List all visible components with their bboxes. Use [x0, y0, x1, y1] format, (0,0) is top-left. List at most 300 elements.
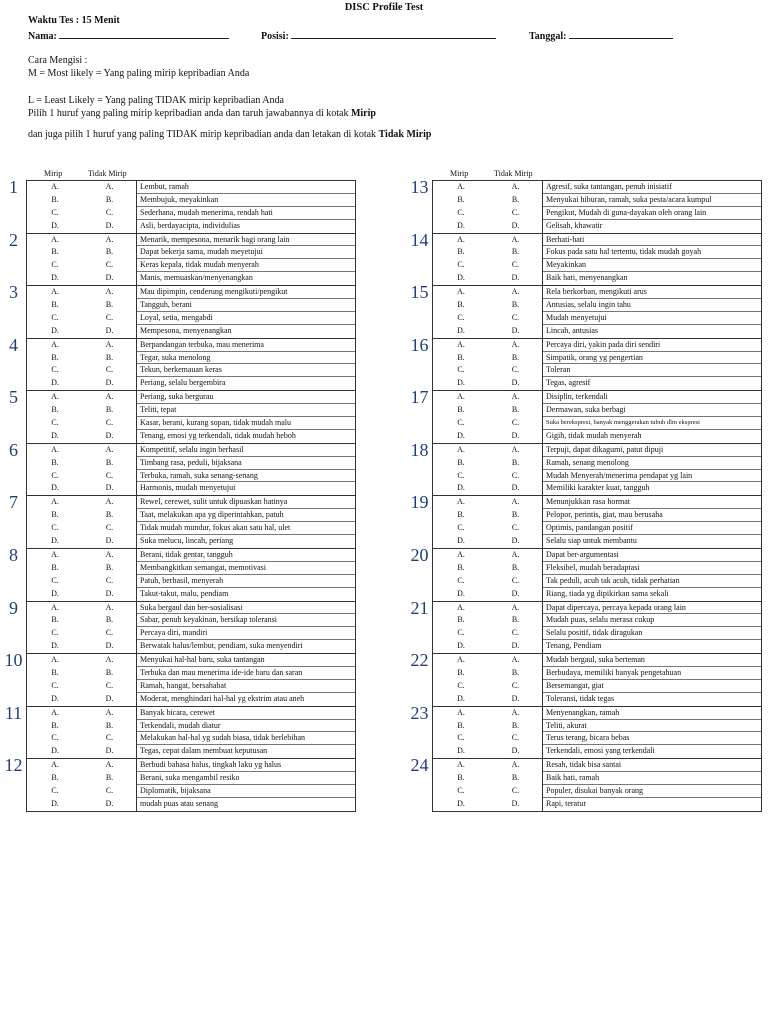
option-text: Terbuka dan mau menerima ide-ide baru dan saran [137, 667, 355, 680]
mirip-choice[interactable]: C. [457, 365, 465, 375]
mirip-choice[interactable]: A. [51, 707, 59, 717]
option-row [27, 772, 355, 785]
mirip-choice[interactable]: D. [457, 588, 465, 598]
tidak-mirip-choice[interactable]: D. [83, 482, 137, 495]
question-block [4, 702, 355, 759]
tidak-mirip-choice[interactable]: A. [489, 707, 543, 720]
test-duration: Waktu Tes : 15 Menit [28, 15, 120, 26]
option-row [433, 707, 761, 720]
option-row [433, 509, 761, 522]
instructions [28, 54, 431, 141]
mirip-choice[interactable]: B. [51, 405, 59, 415]
mirip-choice[interactable]: D. [457, 273, 465, 283]
option-text: Tenang, emosi yg terkendali, tidak mudah heboh [140, 430, 296, 440]
tidak-mirip-choice[interactable]: A. [83, 654, 137, 667]
mirip-choice[interactable]: D. [457, 378, 465, 388]
mirip-header: Mirip [450, 169, 469, 178]
question-table-right [410, 177, 762, 812]
tidak-mirip-choice[interactable]: D. [83, 325, 137, 338]
option-row [27, 654, 355, 667]
tidak-mirip-choice[interactable]: A. [83, 707, 137, 720]
option-text: Berani, suka mengambil resiko [137, 772, 355, 785]
position-field-group [261, 29, 496, 42]
tidak-mirip-choice[interactable]: A. [489, 549, 543, 562]
mirip-choice[interactable]: B. [457, 457, 465, 467]
option-row [433, 732, 761, 745]
option-text: Tegas, cepat dalam membuat keputusan [140, 746, 268, 756]
tidak-mirip-choice[interactable]: C. [83, 417, 137, 430]
mirip-choice[interactable]: C. [457, 785, 465, 795]
option-row [27, 509, 355, 522]
tidak-mirip-choice[interactable]: B. [83, 614, 137, 627]
mirip-choice[interactable]: B. [457, 300, 465, 310]
option-row [433, 312, 761, 325]
mirip-choice[interactable]: A. [457, 655, 465, 665]
option-text: Dapat dipercaya, percaya kepada orang lain [543, 602, 761, 615]
tidak-mirip-choice[interactable]: D. [83, 693, 137, 706]
tidak-mirip-choice[interactable]: B. [83, 772, 137, 785]
option-row [433, 680, 761, 693]
mirip-choice[interactable]: B. [51, 773, 59, 783]
mirip-choice[interactable]: D. [51, 273, 59, 283]
tidak-mirip-choice[interactable]: D. [489, 640, 543, 653]
mirip-choice[interactable]: D. [457, 325, 465, 335]
mirip-choice[interactable]: A. [51, 655, 59, 665]
mirip-choice[interactable]: A. [51, 182, 59, 191]
question-number: 5 [9, 387, 18, 408]
option-text: Terkendali, emosi yang terkendali [546, 746, 655, 756]
tidak-mirip-choice[interactable]: C. [489, 207, 543, 220]
mirip-choice[interactable]: C. [51, 628, 59, 638]
tidak-mirip-choice[interactable]: A. [489, 234, 543, 247]
option-row [433, 339, 761, 352]
mirip-choice[interactable]: C. [457, 523, 465, 533]
question-block [410, 544, 761, 601]
mirip-choice[interactable]: B. [457, 194, 465, 204]
tidak-mirip-choice[interactable]: B. [489, 194, 543, 207]
mirip-choice[interactable]: B. [51, 247, 59, 257]
option-row [27, 745, 355, 758]
question-number: 2 [9, 229, 18, 250]
option-row [27, 259, 355, 272]
mirip-choice[interactable]: A. [457, 287, 465, 297]
option-text: Tenang, Pendiam [546, 641, 602, 651]
mirip-choice[interactable]: D. [51, 325, 59, 335]
tidak-mirip-choice[interactable]: D. [489, 430, 543, 443]
mirip-choice[interactable]: C. [457, 470, 465, 480]
option-text: Moderat, menghindari hal-hal yg ekstrim atau aneh [140, 693, 305, 703]
tidak-mirip-choice[interactable]: C. [489, 470, 543, 483]
mirip-choice[interactable]: C. [457, 312, 465, 322]
mirip-choice[interactable]: C. [51, 523, 59, 533]
mirip-choice[interactable]: D. [457, 746, 465, 756]
mirip-choice[interactable]: B. [51, 352, 59, 362]
question-number: 17 [410, 387, 429, 408]
mirip-choice[interactable]: A. [457, 444, 465, 454]
tidak-mirip-choice[interactable]: C. [83, 575, 137, 588]
option-row [27, 549, 355, 562]
option-row [433, 272, 761, 285]
option-text: Mudah menyetujui [543, 312, 761, 325]
option-row [433, 654, 761, 667]
tidak-mirip-choice[interactable]: D. [489, 482, 543, 495]
instruction-tidak-mirip: dan juga pilih 1 huruf yang paling TIDAK mirip kepribadian anda dan letakan di kotak Tidak Mirip [28, 129, 432, 140]
mirip-choice[interactable]: A. [457, 707, 465, 717]
tidak-mirip-choice[interactable]: B. [83, 299, 137, 312]
option-text: Suka bergaul dan ber-sosialisasi [137, 602, 355, 615]
tidak-mirip-choice[interactable]: C. [83, 207, 137, 220]
tidak-mirip-choice[interactable]: D. [489, 693, 543, 706]
mirip-choice[interactable]: A. [457, 760, 465, 770]
tidak-mirip-choice[interactable]: A. [489, 391, 543, 404]
question-column-left [4, 166, 356, 812]
tidak-mirip-choice[interactable]: C. [489, 785, 543, 798]
tidak-mirip-choice[interactable]: C. [83, 627, 137, 640]
tidak-mirip-choice[interactable]: B. [83, 352, 137, 365]
option-row [27, 627, 355, 640]
mirip-choice[interactable]: D. [51, 746, 59, 756]
mirip-choice[interactable]: C. [51, 733, 59, 743]
mirip-choice[interactable]: D. [457, 693, 465, 703]
option-text: Selalu positif, tidak diragukan [543, 627, 761, 640]
mirip-choice[interactable]: D. [51, 588, 59, 598]
mirip-choice[interactable]: A. [51, 602, 59, 612]
tidak-mirip-choice[interactable]: D. [489, 377, 543, 390]
tidak-mirip-choice[interactable]: D. [83, 430, 137, 443]
tidak-mirip-choice[interactable]: D. [83, 220, 137, 233]
mirip-choice[interactable]: B. [51, 300, 59, 310]
tidak-mirip-choice[interactable]: D. [489, 798, 543, 811]
mirip-choice[interactable]: C. [457, 260, 465, 270]
tidak-mirip-choice[interactable]: C. [489, 627, 543, 640]
option-text: Berbudi bahasa halus, tingkah laku yg halus [137, 759, 355, 772]
tidak-mirip-choice[interactable]: B. [489, 404, 543, 417]
tidak-mirip-choice[interactable]: D. [489, 745, 543, 758]
option-text: Agresif, suka tantangan, penuh inisiatif [543, 181, 761, 194]
mirip-choice[interactable]: B. [457, 510, 465, 520]
option-text: Optimis, pandangan positif [543, 522, 761, 535]
tidak-mirip-choice[interactable]: A. [489, 444, 543, 457]
option-text: Membujuk, meyakinkan [137, 194, 355, 207]
mirip-choice[interactable]: C. [51, 470, 59, 480]
mirip-choice[interactable]: B. [51, 194, 59, 204]
question-number: 14 [410, 229, 429, 250]
option-row [27, 299, 355, 312]
option-text: Terpuji, dapat dikagumi, patut dipuji [543, 444, 761, 457]
question-block [9, 334, 355, 391]
option-text: Gelisah, khawatir [546, 220, 603, 230]
option-row [433, 759, 761, 772]
tidak-mirip-choice[interactable]: A. [489, 654, 543, 667]
question-block [9, 597, 355, 654]
option-row [27, 640, 355, 653]
tidak-mirip-choice[interactable]: C. [489, 417, 543, 430]
mirip-choice[interactable]: D. [51, 641, 59, 651]
option-row [433, 549, 761, 562]
mirip-choice[interactable]: C. [457, 628, 465, 638]
mirip-choice[interactable]: D. [51, 430, 59, 440]
tidak-mirip-choice[interactable]: C. [83, 364, 137, 377]
tidak-mirip-choice[interactable]: D. [489, 272, 543, 285]
mirip-choice[interactable]: B. [457, 247, 465, 257]
option-row [433, 562, 761, 575]
tidak-mirip-choice[interactable]: C. [489, 259, 543, 272]
option-row [433, 444, 761, 457]
tidak-mirip-choice[interactable]: B. [83, 404, 137, 417]
tidak-mirip-choice[interactable]: A. [83, 602, 137, 615]
mirip-choice[interactable]: B. [51, 615, 59, 625]
mirip-choice[interactable]: A. [51, 497, 59, 507]
mirip-choice[interactable]: A. [51, 444, 59, 454]
tidak-mirip-choice[interactable]: A. [83, 234, 137, 247]
mirip-choice[interactable]: B. [51, 667, 59, 677]
mirip-choice[interactable]: A. [457, 602, 465, 612]
option-row [27, 759, 355, 772]
question-number: 7 [9, 492, 18, 513]
option-text: Dermawan, suka berbagi [543, 404, 761, 417]
column-header [432, 166, 762, 180]
mirip-choice[interactable]: C. [457, 207, 465, 217]
tidak-mirip-choice[interactable]: A. [83, 549, 137, 562]
tidak-mirip-choice[interactable]: D. [489, 325, 543, 338]
mirip-choice[interactable]: C. [51, 312, 59, 322]
question-table-left [4, 177, 356, 812]
tidak-mirip-choice[interactable]: B. [83, 667, 137, 680]
question-number: 18 [410, 439, 429, 460]
mirip-choice[interactable]: B. [457, 562, 465, 572]
mirip-choice[interactable]: B. [51, 510, 59, 520]
tidak-mirip-choice[interactable]: B. [489, 562, 543, 575]
option-text: Mau dipimpin, cenderung mengikuti/pengikut [137, 286, 355, 299]
option-text: Menyukai hiburan, ramah, suka pesta/acara kumpul [543, 194, 761, 207]
mirip-choice[interactable]: C. [457, 575, 465, 585]
tidak-mirip-choice[interactable]: D. [83, 798, 137, 811]
mirip-choice[interactable]: C. [51, 365, 59, 375]
mirip-choice[interactable]: B. [457, 720, 465, 730]
mirip-choice[interactable]: B. [51, 562, 59, 572]
mirip-choice[interactable]: D. [51, 693, 59, 703]
mirip-choice[interactable]: A. [51, 287, 59, 297]
question-number: 15 [410, 282, 429, 303]
option-row [433, 535, 761, 548]
mirip-choice[interactable]: A. [51, 549, 59, 559]
mirip-choice[interactable]: C. [51, 207, 59, 217]
tidak-mirip-choice[interactable]: A. [489, 496, 543, 509]
mirip-choice[interactable]: C. [457, 418, 465, 428]
option-text: Teliti, tepat [137, 404, 355, 417]
option-text: Berwatak halus/lembut, pendiam, suka menyendiri [140, 641, 303, 651]
option-text: Berbudaya, memiliki banyak pengetahuan [543, 667, 761, 680]
tidak-mirip-choice[interactable]: D. [83, 377, 137, 390]
mirip-choice[interactable]: D. [51, 798, 59, 808]
tidak-mirip-choice[interactable]: D. [489, 535, 543, 548]
tidak-mirip-choice[interactable]: B. [83, 562, 137, 575]
tidak-mirip-choice[interactable]: A. [489, 286, 543, 299]
mirip-choice[interactable]: C. [51, 680, 59, 690]
tidak-mirip-choice[interactable]: C. [83, 312, 137, 325]
option-text: Periang, selalu bergembira [140, 378, 226, 388]
option-row [27, 614, 355, 627]
tidak-mirip-choice[interactable]: A. [83, 496, 137, 509]
tidak-mirip-choice[interactable]: A. [83, 181, 137, 194]
question-block [9, 492, 355, 548]
mirip-choice[interactable]: D. [457, 641, 465, 651]
mirip-choice[interactable]: A. [457, 182, 465, 191]
option-row [433, 602, 761, 615]
option-text: Kasar, berani, kurang sopan, tidak mudah malu [137, 417, 355, 430]
tidak-mirip-choice[interactable]: A. [83, 339, 137, 352]
tidak-mirip-choice[interactable]: D. [83, 535, 137, 548]
mirip-choice[interactable]: D. [457, 483, 465, 493]
tidak-mirip-choice[interactable]: A. [83, 286, 137, 299]
option-row [27, 785, 355, 798]
tidak-mirip-choice[interactable]: C. [83, 732, 137, 745]
option-text: Memiliki karakter kuat, tangguh [546, 483, 650, 493]
mirip-choice[interactable]: D. [457, 220, 465, 230]
option-row [433, 496, 761, 509]
option-text: Sabar, penuh keyakinan, bersikap toleransi [137, 614, 355, 627]
mirip-choice[interactable]: D. [51, 220, 59, 230]
tidak-mirip-choice[interactable]: B. [489, 667, 543, 680]
option-row [27, 798, 355, 811]
mirip-choice[interactable]: A. [51, 392, 59, 402]
tidak-mirip-choice[interactable]: D. [83, 640, 137, 653]
option-row [433, 575, 761, 588]
mirip-choice[interactable]: B. [457, 615, 465, 625]
question-block [410, 387, 761, 443]
tidak-mirip-choice[interactable]: D. [83, 588, 137, 601]
date-input-line[interactable] [569, 29, 673, 39]
option-row [27, 312, 355, 325]
tidak-mirip-choice[interactable]: B. [489, 299, 543, 312]
option-text: Resah, tidak bisa santai [543, 759, 761, 772]
option-text: Mudah puas, selalu merasa cukup [543, 614, 761, 627]
option-text: Rapi, teratur [546, 798, 586, 808]
tidak-mirip-choice[interactable]: B. [489, 352, 543, 365]
option-text: Membangkitkan semangat, memotivasi [137, 562, 355, 575]
mirip-choice[interactable]: B. [457, 773, 465, 783]
mirip-choice[interactable]: C. [51, 575, 59, 585]
tidak-mirip-choice[interactable]: B. [489, 457, 543, 470]
mirip-choice[interactable]: A. [457, 497, 465, 507]
least-likely-definition: L = Least Likely = Yang paling TIDAK mirip kepribadian Anda [28, 95, 284, 106]
mirip-choice[interactable]: A. [51, 234, 59, 244]
mirip-choice[interactable]: B. [457, 667, 465, 677]
option-row [433, 470, 761, 483]
tidak-mirip-choice[interactable]: A. [489, 602, 543, 615]
tidak-mirip-choice[interactable]: A. [83, 759, 137, 772]
mirip-choice[interactable]: D. [51, 378, 59, 388]
position-label: Posisi: [261, 31, 289, 42]
option-text: Fleksibel, mudah beradaptasi [543, 562, 761, 575]
option-row [27, 707, 355, 720]
option-row [433, 798, 761, 811]
option-text: Terbuka, ramah, suka senang-senang [137, 470, 355, 483]
option-text: Patuh, berhasil, menyerah [137, 575, 355, 588]
mirip-choice[interactable]: A. [457, 339, 465, 349]
tidak-mirip-choice[interactable]: B. [489, 772, 543, 785]
tidak-mirip-choice[interactable]: B. [83, 720, 137, 733]
tidak-mirip-choice[interactable]: A. [489, 181, 543, 194]
tidak-mirip-choice[interactable]: C. [83, 680, 137, 693]
option-row [433, 299, 761, 312]
tidak-mirip-choice[interactable]: D. [83, 272, 137, 285]
option-row [433, 207, 761, 220]
question-number: 20 [410, 544, 429, 565]
mirip-choice[interactable]: A. [457, 234, 465, 244]
question-number: 12 [4, 755, 23, 776]
mirip-choice[interactable]: C. [457, 680, 465, 690]
tidak-mirip-choice[interactable]: D. [489, 220, 543, 233]
option-row [27, 207, 355, 220]
mirip-choice[interactable]: C. [51, 260, 59, 270]
mirip-choice[interactable]: A. [457, 549, 465, 559]
tidak-mirip-choice[interactable]: B. [489, 246, 543, 259]
tidak-mirip-choice[interactable]: B. [83, 246, 137, 259]
tidak-mirip-choice[interactable]: A. [83, 444, 137, 457]
tidak-mirip-choice[interactable]: B. [83, 509, 137, 522]
tidak-mirip-choice[interactable]: C. [83, 785, 137, 798]
tidak-mirip-choice[interactable]: B. [489, 614, 543, 627]
tidak-mirip-choice[interactable]: C. [83, 522, 137, 535]
tidak-mirip-choice[interactable]: C. [489, 680, 543, 693]
mirip-choice[interactable]: D. [457, 536, 465, 546]
mirip-choice[interactable]: B. [457, 405, 465, 415]
tidak-mirip-choice[interactable]: A. [489, 759, 543, 772]
tidak-mirip-choice[interactable]: C. [83, 259, 137, 272]
tidak-mirip-choice[interactable]: B. [489, 509, 543, 522]
mirip-choice[interactable]: C. [457, 733, 465, 743]
tidak-mirip-choice[interactable]: B. [83, 194, 137, 207]
tidak-mirip-choice[interactable]: C. [489, 522, 543, 535]
tidak-mirip-choice[interactable]: B. [83, 457, 137, 470]
tidak-mirip-choice[interactable]: C. [489, 312, 543, 325]
question-block [9, 544, 355, 601]
tidak-mirip-choice[interactable]: A. [83, 391, 137, 404]
question-block [9, 439, 355, 496]
question-number: 1 [9, 177, 18, 197]
tidak-mirip-choice[interactable]: C. [489, 732, 543, 745]
mirip-choice[interactable]: B. [51, 457, 59, 467]
position-input-line[interactable] [291, 29, 496, 39]
tidak-mirip-choice[interactable]: D. [489, 588, 543, 601]
option-text: Lembut, ramah [137, 181, 355, 194]
mirip-choice[interactable]: C. [51, 418, 59, 428]
mirip-choice[interactable]: B. [51, 720, 59, 730]
name-field-group [28, 29, 229, 42]
mirip-choice[interactable]: A. [51, 339, 59, 349]
tidak-mirip-choice[interactable]: C. [83, 470, 137, 483]
mirip-choice[interactable]: C. [51, 785, 59, 795]
name-input-line[interactable] [59, 29, 229, 39]
mirip-choice[interactable]: D. [51, 536, 59, 546]
mirip-choice[interactable]: D. [51, 483, 59, 493]
tidak-mirip-choice[interactable]: C. [489, 575, 543, 588]
tidak-mirip-choice[interactable]: B. [489, 720, 543, 733]
tidak-mirip-header: Tidak Mirip [88, 169, 127, 178]
tidak-mirip-choice[interactable]: C. [489, 364, 543, 377]
tidak-mirip-choice[interactable]: D. [83, 745, 137, 758]
mirip-choice[interactable]: A. [51, 760, 59, 770]
mirip-choice[interactable]: B. [457, 352, 465, 362]
mirip-choice[interactable]: D. [457, 430, 465, 440]
mirip-choice[interactable]: A. [457, 392, 465, 402]
option-row [433, 430, 761, 443]
option-row [27, 457, 355, 470]
tidak-mirip-choice[interactable]: A. [489, 339, 543, 352]
mirip-choice[interactable]: D. [457, 798, 465, 808]
option-row [433, 352, 761, 365]
